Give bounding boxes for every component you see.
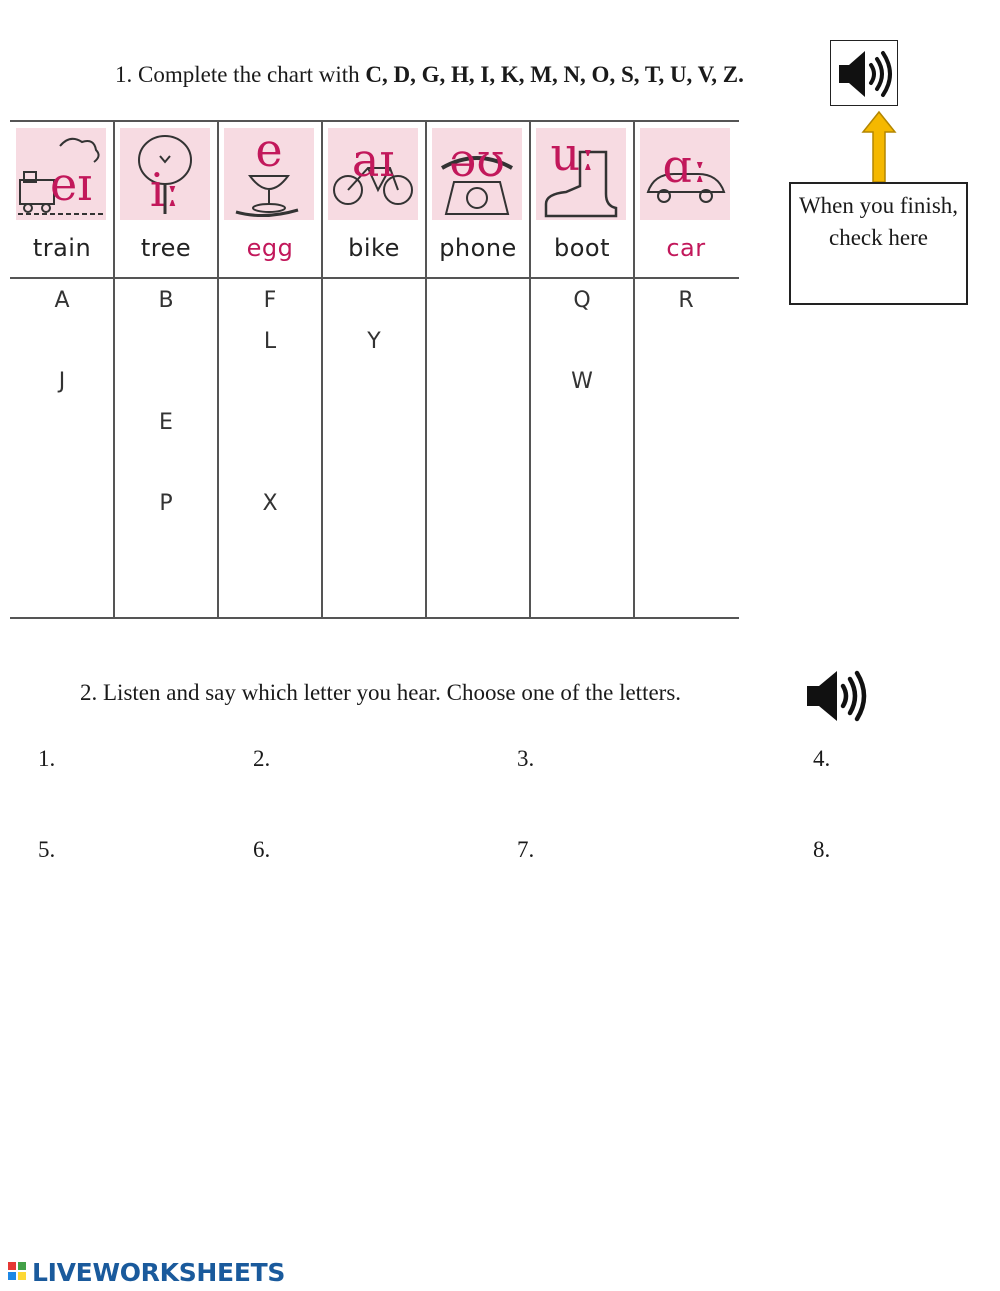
sounds-chart <box>10 120 739 620</box>
word-tree: tree <box>140 234 192 262</box>
word-boot: boot <box>553 234 610 262</box>
ipa-symbol: ɑː <box>662 139 708 193</box>
ipa-symbol: e <box>255 128 283 177</box>
chart-letter: J <box>58 369 66 394</box>
ipa-symbol: əʊ <box>449 133 505 187</box>
letters-list: C, D, G, H, I, K, M, N, O, S, T, U, V, Z. <box>365 62 744 87</box>
chart-letter: R <box>678 288 694 313</box>
logo-text: LIVEWORKSHEETS <box>32 1258 286 1287</box>
item-2: 2. <box>253 746 271 771</box>
item-1: 1. <box>38 746 56 771</box>
word-car: car <box>666 234 706 262</box>
exercise-1-instruction <box>115 62 744 88</box>
item-5: 5. <box>38 837 56 862</box>
ipa-symbol: uː <box>550 128 596 181</box>
check-callout: When you finish, check here <box>789 182 968 305</box>
word-egg: egg <box>246 234 294 262</box>
logo-mark-icon <box>8 1262 16 1270</box>
word-bike: bike <box>348 234 400 262</box>
item-3: 3. <box>517 746 535 771</box>
tree-icon <box>120 128 210 220</box>
word-phone: phone <box>439 234 517 262</box>
speaker-icon <box>835 47 895 101</box>
item-7: 7. <box>517 837 535 862</box>
ipa-symbol: iː <box>149 163 181 217</box>
chart-letter: L <box>263 329 277 354</box>
word-train: train <box>32 234 92 262</box>
ipa-symbol: aɪ <box>351 133 395 187</box>
chart-letter: E <box>159 410 173 435</box>
chart-letter: F <box>263 288 277 313</box>
audio-check-button[interactable] <box>830 40 898 106</box>
phone-icon <box>432 128 522 220</box>
train-icon <box>16 128 106 220</box>
chart-letter: W <box>571 369 593 394</box>
chart-letter: A <box>54 288 70 313</box>
audio-play-button[interactable] <box>805 668 875 724</box>
chart-letter: Q <box>573 288 591 313</box>
chart-letter: B <box>158 288 174 313</box>
speaker-icon <box>805 668 871 724</box>
item-6: 6. <box>253 837 271 862</box>
exercise-2-instruction: 2. Listen and say which letter you hear. Choose one of the letters. <box>80 680 682 705</box>
instruction-text: 1. Complete the chart with <box>115 62 366 87</box>
item-8: 8. <box>813 837 831 862</box>
car-icon <box>640 128 730 220</box>
item-4: 4. <box>813 746 831 771</box>
ipa-symbol: eɪ <box>50 157 92 211</box>
chart-letter: P <box>159 491 173 516</box>
boot-icon <box>536 128 626 220</box>
chart-letter: X <box>262 491 278 516</box>
chart-letter: Y <box>367 329 381 354</box>
egg-cup-icon <box>224 128 314 220</box>
arrow-up-icon <box>860 110 898 184</box>
bike-icon <box>328 128 418 220</box>
